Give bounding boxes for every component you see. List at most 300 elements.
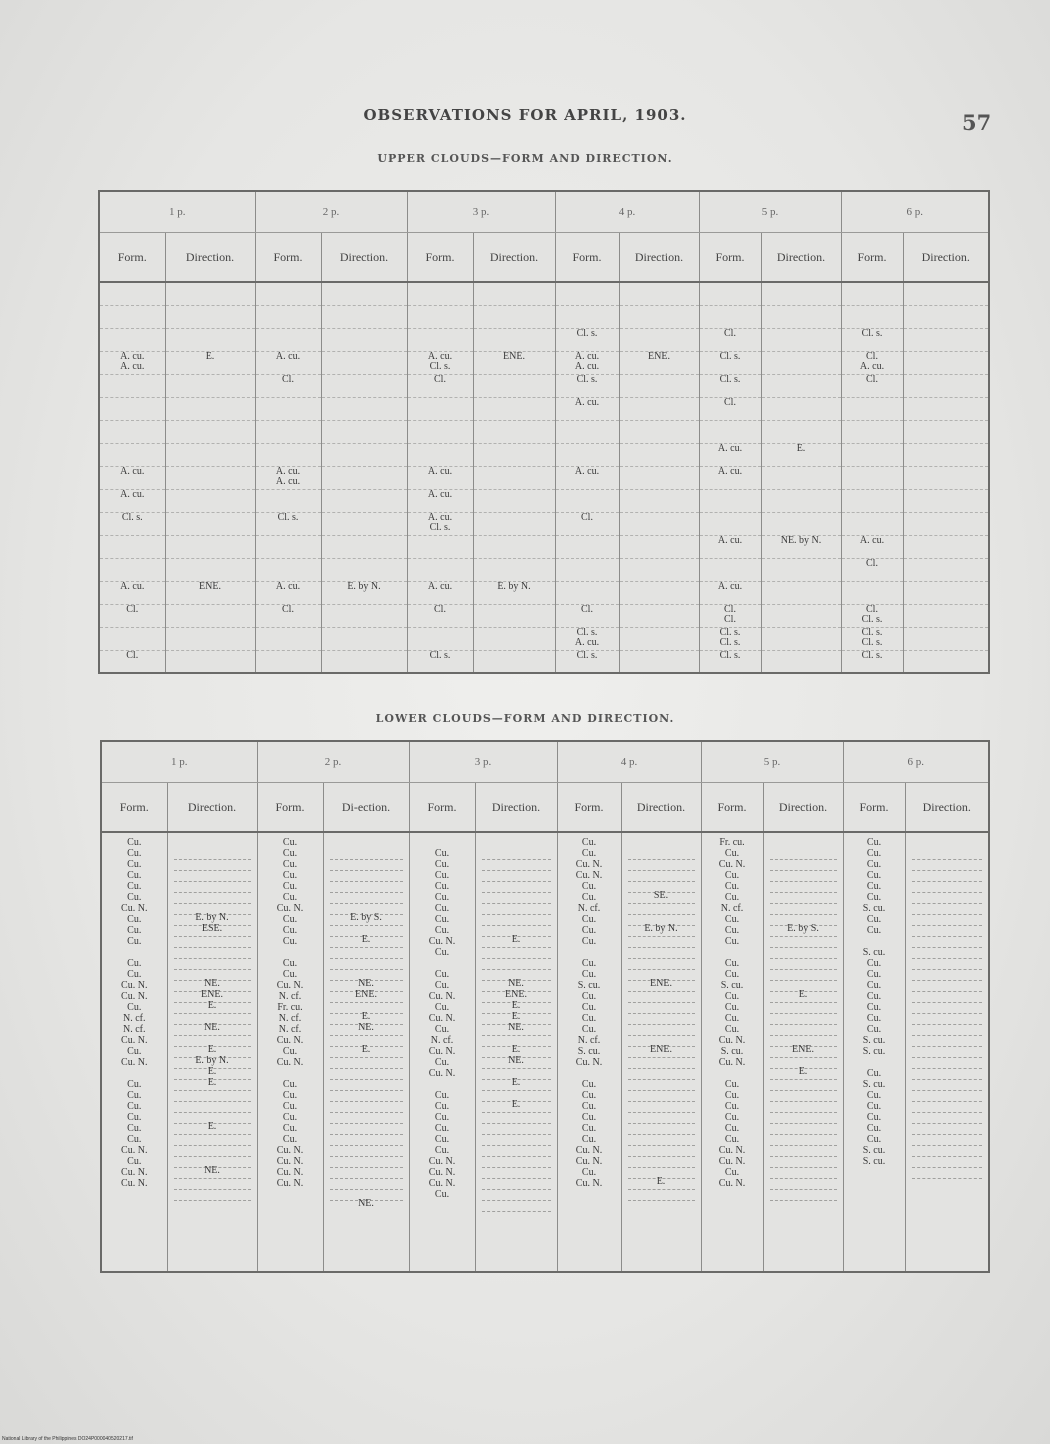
- direction-cell: [763, 832, 843, 1272]
- form-cell: Cl. s. A. cu.: [555, 627, 619, 650]
- direction-cell: [761, 604, 841, 627]
- direction-cell: [619, 305, 699, 328]
- direction-cell: E.: [165, 351, 255, 374]
- dotted-leader: [770, 970, 837, 981]
- dotted-leader: [330, 882, 403, 893]
- dotted-leader: [174, 1146, 251, 1157]
- form-cell: [407, 328, 473, 351]
- form-cell: A. cu.: [699, 581, 761, 604]
- table-row: [99, 282, 989, 305]
- dotted-leader: [174, 948, 251, 959]
- form-cell: Cl. s.: [841, 650, 903, 673]
- page-title: OBSERVATIONS FOR APRIL, 1903.: [363, 106, 687, 124]
- direction-cell: [619, 328, 699, 351]
- hour-header: 5 p.: [701, 741, 843, 783]
- direction-cell: [619, 604, 699, 627]
- dotted-leader: [482, 948, 551, 959]
- direction-cell: [761, 489, 841, 512]
- direction-cell: [321, 489, 407, 512]
- direction-value: E.: [511, 1077, 521, 1088]
- dotted-leader: [628, 1102, 695, 1113]
- direction-cell: [903, 627, 989, 650]
- direction-cell: [761, 305, 841, 328]
- direction-cell: [321, 558, 407, 581]
- direction-value: NE.: [508, 978, 524, 989]
- direction-cell: [761, 374, 841, 397]
- form-column-header: Form.: [555, 233, 619, 283]
- direction-cell: [473, 328, 555, 351]
- dotted-leader: [912, 992, 983, 1003]
- direction-cell: [321, 535, 407, 558]
- direction-value: NE.: [508, 1055, 524, 1066]
- form-cell: Cl.: [255, 604, 321, 627]
- dotted-leader: [912, 1069, 983, 1080]
- direction-column-header: Direction.: [475, 783, 557, 833]
- direction-cell: [321, 443, 407, 466]
- dotted-leader: [330, 1157, 403, 1168]
- form-cell: A. cu.: [99, 466, 165, 489]
- direction-cell: [619, 512, 699, 535]
- form-cell: [255, 558, 321, 581]
- dotted-leader: [482, 849, 551, 860]
- dotted-leader: [912, 1003, 983, 1014]
- form-cell: A. cu.: [555, 397, 619, 420]
- dotted-leader: [482, 1190, 551, 1201]
- form-cell: [407, 397, 473, 420]
- dotted-leader: [912, 959, 983, 970]
- direction-column-header: Direction.: [321, 233, 407, 283]
- table-row: [99, 650, 989, 673]
- form-column-header: Form.: [843, 783, 905, 833]
- dotted-leader: [174, 959, 251, 970]
- direction-column-header: Direction.: [473, 233, 555, 283]
- direction-cell: ENE.: [473, 351, 555, 374]
- direction-cell: [903, 489, 989, 512]
- direction-cell: [619, 374, 699, 397]
- dotted-leader: [330, 860, 403, 871]
- dotted-leader: [330, 1080, 403, 1091]
- dotted-leader: [770, 1179, 837, 1190]
- direction-cell: [165, 604, 255, 627]
- direction-column-header: Di-ection.: [323, 783, 409, 833]
- form-cell: [99, 305, 165, 328]
- form-cell: [255, 627, 321, 650]
- form-cell: [841, 305, 903, 328]
- direction-value: E.: [511, 1000, 521, 1011]
- form-cell: [407, 535, 473, 558]
- dotted-leader: [912, 1058, 983, 1069]
- dotted-leader: [330, 849, 403, 860]
- form-cell: [699, 420, 761, 443]
- dotted-leader: [770, 1168, 837, 1179]
- dotted-leader: [628, 992, 695, 1003]
- form-cell: A. cu.: [407, 466, 473, 489]
- table-row: [99, 420, 989, 443]
- direction-value: E.: [207, 1000, 217, 1011]
- lower-clouds-table: [100, 740, 990, 1273]
- dotted-leader: [770, 959, 837, 970]
- direction-cell: [619, 535, 699, 558]
- direction-cell: [473, 512, 555, 535]
- dotted-leader: [770, 1080, 837, 1091]
- dotted-leader: [174, 893, 251, 904]
- direction-value: E. by N.: [195, 1055, 229, 1066]
- dotted-leader: [330, 1146, 403, 1157]
- dotted-leader: [330, 1102, 403, 1113]
- direction-cell: [321, 374, 407, 397]
- form-column-header: Form.: [101, 783, 167, 833]
- direction-cell: [473, 650, 555, 673]
- form-cell: Cu. Cu. Cu. Cu. Cu. Cu. Cu. Cu. Cu. N. Cu. Cu. Cu. Cu. N. Cu. Cu. N. Cu. N. cf. Cu. N. Cu. Cu. N. Cu. Cu. Cu. Cu. Cu. Cu. Cu. N. Cu. N. Cu. N. Cu.: [409, 832, 475, 1272]
- direction-value: NE.: [204, 1022, 220, 1033]
- direction-value: ENE.: [650, 1044, 672, 1055]
- direction-cell: [473, 489, 555, 512]
- form-cell: Cl.: [99, 650, 165, 673]
- direction-cell: [473, 604, 555, 627]
- dotted-leader: [330, 1135, 403, 1146]
- form-cell: [99, 627, 165, 650]
- form-cell: Cl. s.: [555, 374, 619, 397]
- direction-cell: [619, 282, 699, 305]
- direction-cell: [473, 282, 555, 305]
- dotted-leader: [912, 1146, 983, 1157]
- form-cell: Cl.: [407, 604, 473, 627]
- direction-cell: E. by N.: [321, 581, 407, 604]
- form-cell: [255, 397, 321, 420]
- dotted-leader: [912, 1080, 983, 1091]
- dotted-leader: [770, 1025, 837, 1036]
- form-column-header: Form.: [99, 233, 165, 283]
- direction-cell: [619, 466, 699, 489]
- dotted-leader: [330, 1091, 403, 1102]
- direction-cell: [905, 832, 989, 1272]
- table-row: [99, 351, 989, 374]
- hour-header: 2 p.: [255, 191, 407, 233]
- form-cell: [99, 397, 165, 420]
- direction-cell: [903, 512, 989, 535]
- dotted-leader: [912, 915, 983, 926]
- dotted-leader: [482, 893, 551, 904]
- dotted-leader: [912, 981, 983, 992]
- form-cell: [407, 627, 473, 650]
- form-cell: Fr. cu. Cu. Cu. N. Cu. Cu. Cu. N. cf. Cu. Cu. Cu. Cu. Cu. S. cu. Cu. Cu. Cu. Cu. Cu. N. S. cu. Cu. N. Cu. Cu. Cu. Cu. Cu. Cu. Cu. N. Cu. N. Cu. Cu. N.: [701, 832, 763, 1272]
- dotted-leader: [174, 882, 251, 893]
- form-cell: Cl.: [841, 558, 903, 581]
- form-cell: A. cu. A. cu.: [555, 351, 619, 374]
- form-cell: A. cu.: [699, 443, 761, 466]
- upper-clouds-table: [98, 190, 990, 674]
- form-column-header: Form.: [409, 783, 475, 833]
- form-cell: Cu. Cu. Cu. Cu. Cu. Cu. Cu. N. Cu. Cu. Cu. Cu. Cu. Cu. N. Cu. N. Cu. N. cf. N. cf. Cu. N. Cu. Cu. N. Cu. Cu. Cu. Cu. Cu. Cu. Cu. N. Cu. Cu. N. Cu. N.: [101, 832, 167, 1272]
- dotted-leader: [482, 1157, 551, 1168]
- form-cell: A. cu.: [407, 581, 473, 604]
- direction-cell: [165, 535, 255, 558]
- dotted-leader: [174, 1179, 251, 1190]
- direction-cell: [165, 512, 255, 535]
- form-cell: Cl. s.: [699, 351, 761, 374]
- direction-cell: [321, 282, 407, 305]
- direction-cell: [619, 581, 699, 604]
- direction-cell: [903, 374, 989, 397]
- table-row: [99, 328, 989, 351]
- direction-cell: [761, 420, 841, 443]
- direction-value: ESE.: [201, 923, 223, 934]
- direction-cell: [475, 832, 557, 1272]
- form-cell: Cl.: [255, 374, 321, 397]
- direction-cell: [621, 832, 701, 1272]
- direction-cell: [165, 627, 255, 650]
- direction-value: E. by N.: [195, 912, 229, 923]
- direction-value: E.: [511, 1099, 521, 1110]
- dotted-leader: [482, 1124, 551, 1135]
- direction-cell: [321, 397, 407, 420]
- direction-cell: [473, 374, 555, 397]
- form-cell: [99, 282, 165, 305]
- form-cell: Cl. s. Cl. s.: [841, 627, 903, 650]
- direction-cell: [761, 627, 841, 650]
- direction-cell: [761, 328, 841, 351]
- direction-column-header: Direction.: [621, 783, 701, 833]
- direction-cell: [165, 489, 255, 512]
- form-cell: Cl.: [555, 512, 619, 535]
- form-cell: [255, 328, 321, 351]
- direction-cell: [903, 466, 989, 489]
- table-row: [99, 535, 989, 558]
- form-cell: Cl. s.: [99, 512, 165, 535]
- form-cell: A. cu.: [841, 535, 903, 558]
- direction-cell: [619, 443, 699, 466]
- form-cell: Cl. s.: [699, 374, 761, 397]
- form-cell: [255, 535, 321, 558]
- form-column-header: Form.: [255, 233, 321, 283]
- direction-value: NE.: [508, 1022, 524, 1033]
- form-cell: [841, 420, 903, 443]
- direction-value: NE.: [358, 1022, 374, 1033]
- dotted-leader: [482, 1201, 551, 1212]
- form-cell: Cl.: [555, 604, 619, 627]
- direction-cell: [761, 558, 841, 581]
- direction-value: E. by S.: [350, 912, 382, 923]
- direction-cell: [321, 604, 407, 627]
- form-cell: A. cu. Cl. s.: [407, 351, 473, 374]
- dotted-leader: [330, 893, 403, 904]
- form-cell: Cl. Cl. s.: [841, 604, 903, 627]
- direction-cell: [761, 466, 841, 489]
- form-cell: [555, 581, 619, 604]
- direction-cell: [473, 305, 555, 328]
- dotted-leader: [628, 948, 695, 959]
- table-row: [99, 489, 989, 512]
- dotted-leader: [770, 1003, 837, 1014]
- direction-cell: [619, 397, 699, 420]
- form-column-header: Form.: [701, 783, 763, 833]
- direction-value: E.: [207, 1044, 217, 1055]
- form-cell: [841, 443, 903, 466]
- table-row: [99, 512, 989, 535]
- form-cell: A. cu. A. cu.: [255, 466, 321, 489]
- dotted-leader: [770, 893, 837, 904]
- direction-cell: [903, 581, 989, 604]
- dotted-leader: [482, 1179, 551, 1190]
- direction-cell: [473, 627, 555, 650]
- form-cell: [407, 420, 473, 443]
- dotted-leader: [628, 1003, 695, 1014]
- direction-cell: [761, 282, 841, 305]
- direction-value: ENE.: [355, 989, 377, 1000]
- dotted-leader: [628, 1058, 695, 1069]
- form-cell: [555, 420, 619, 443]
- hour-header: 3 p.: [409, 741, 557, 783]
- form-cell: [841, 489, 903, 512]
- direction-cell: [165, 558, 255, 581]
- direction-cell: [619, 420, 699, 443]
- dotted-leader: [628, 1080, 695, 1091]
- direction-cell: [473, 535, 555, 558]
- form-cell: [407, 282, 473, 305]
- direction-value: NE.: [204, 978, 220, 989]
- dotted-leader: [330, 948, 403, 959]
- dotted-leader: [628, 1014, 695, 1025]
- form-cell: [555, 535, 619, 558]
- table-row: [99, 627, 989, 650]
- direction-cell: [903, 397, 989, 420]
- dotted-leader: [628, 1025, 695, 1036]
- direction-cell: [165, 282, 255, 305]
- direction-cell: [903, 650, 989, 673]
- direction-cell: [903, 535, 989, 558]
- hour-header: 6 p.: [841, 191, 989, 233]
- direction-cell: [619, 627, 699, 650]
- form-cell: A. cu.: [255, 581, 321, 604]
- hour-header: 6 p.: [843, 741, 989, 783]
- direction-cell: [903, 328, 989, 351]
- dotted-leader: [174, 937, 251, 948]
- form-cell: Cl. s.: [841, 328, 903, 351]
- direction-value: E.: [207, 1066, 217, 1077]
- direction-column-header: Direction.: [761, 233, 841, 283]
- form-cell: [699, 305, 761, 328]
- dotted-leader: [770, 1113, 837, 1124]
- direction-cell: NE. by N.: [761, 535, 841, 558]
- form-cell: Cl.: [699, 328, 761, 351]
- direction-cell: [165, 328, 255, 351]
- form-cell: A. cu.: [699, 535, 761, 558]
- direction-cell: [761, 397, 841, 420]
- dotted-leader: [482, 1168, 551, 1179]
- dotted-leader: [628, 937, 695, 948]
- direction-value: E.: [361, 1011, 371, 1022]
- form-cell: Cl. s. Cl. s.: [699, 627, 761, 650]
- direction-cell: [619, 489, 699, 512]
- form-cell: [99, 420, 165, 443]
- dotted-leader: [912, 1124, 983, 1135]
- direction-cell: [321, 328, 407, 351]
- direction-value: ENE.: [792, 1044, 814, 1055]
- dotted-leader: [770, 1102, 837, 1113]
- dotted-leader: [770, 849, 837, 860]
- direction-cell: [903, 558, 989, 581]
- form-cell: [99, 558, 165, 581]
- form-cell: Cu. Cu. Cu. Cu. Cu. Cu. S. cu. Cu. Cu. S. cu. Cu. Cu. Cu. Cu. Cu. Cu. Cu. S. cu. S. cu. Cu. S. cu. Cu. Cu. Cu. Cu. Cu. S. cu. S. cu.: [843, 832, 905, 1272]
- form-cell: [699, 558, 761, 581]
- direction-cell: [903, 305, 989, 328]
- direction-cell: [165, 305, 255, 328]
- direction-column-header: Direction.: [165, 233, 255, 283]
- dotted-leader: [770, 937, 837, 948]
- direction-cell: [473, 558, 555, 581]
- direction-cell: [165, 443, 255, 466]
- table-row: [99, 397, 989, 420]
- form-column-header: Form.: [699, 233, 761, 283]
- direction-cell: [321, 512, 407, 535]
- dotted-leader: [330, 871, 403, 882]
- dotted-leader: [174, 871, 251, 882]
- hour-header: 5 p.: [699, 191, 841, 233]
- dotted-leader: [628, 871, 695, 882]
- direction-value: E.: [656, 1176, 666, 1187]
- form-cell: A. cu.: [555, 466, 619, 489]
- direction-value: E. by S.: [787, 923, 819, 934]
- dotted-leader: [330, 1058, 403, 1069]
- dotted-leader: [912, 860, 983, 871]
- form-cell: Cl. Cl.: [699, 604, 761, 627]
- form-cell: Cl. s.: [699, 650, 761, 673]
- dotted-leader: [482, 871, 551, 882]
- dotted-leader: [770, 882, 837, 893]
- form-cell: Cu. Cu. Cu. N. Cu. N. Cu. Cu. N. cf. Cu. Cu. Cu. Cu. Cu. S. cu. Cu. Cu. Cu. Cu. N. cf. S. cu. Cu. N. Cu. Cu. Cu. Cu. Cu. Cu. Cu. N. Cu. N. Cu. Cu. N.: [557, 832, 621, 1272]
- dotted-leader: [912, 937, 983, 948]
- direction-value: E.: [207, 1121, 217, 1132]
- form-cell: Cl. s.: [407, 650, 473, 673]
- form-cell: [255, 489, 321, 512]
- form-cell: Cl.: [841, 374, 903, 397]
- direction-value: ENE.: [201, 989, 223, 1000]
- direction-column-header: Direction.: [167, 783, 257, 833]
- form-cell: A. cu.: [699, 466, 761, 489]
- form-cell: Cl. A. cu.: [841, 351, 903, 374]
- direction-cell: [321, 627, 407, 650]
- form-cell: A. cu.: [255, 351, 321, 374]
- direction-cell: [165, 397, 255, 420]
- dotted-leader: [628, 860, 695, 871]
- dotted-leader: [330, 1179, 403, 1190]
- dotted-leader: [330, 1124, 403, 1135]
- form-cell: [699, 489, 761, 512]
- dotted-leader: [770, 1190, 837, 1201]
- form-cell: [255, 650, 321, 673]
- dotted-leader: [482, 882, 551, 893]
- direction-cell: [473, 466, 555, 489]
- form-cell: [99, 328, 165, 351]
- lower-clouds-title: LOWER CLOUDS—FORM AND DIRECTION.: [375, 712, 675, 725]
- page-number: 57: [962, 110, 992, 135]
- dotted-leader: [912, 970, 983, 981]
- form-column-header: Form.: [257, 783, 323, 833]
- form-cell: [699, 282, 761, 305]
- dotted-leader: [628, 849, 695, 860]
- dotted-leader: [628, 1113, 695, 1124]
- table-row: [99, 604, 989, 627]
- direction-value: NE.: [204, 1165, 220, 1176]
- dotted-leader: [770, 1091, 837, 1102]
- direction-cell: [619, 650, 699, 673]
- dotted-leader: [912, 1091, 983, 1102]
- dotted-leader: [912, 1036, 983, 1047]
- table-row: [99, 305, 989, 328]
- table-row: [99, 443, 989, 466]
- dotted-leader: [770, 1124, 837, 1135]
- direction-cell: [473, 443, 555, 466]
